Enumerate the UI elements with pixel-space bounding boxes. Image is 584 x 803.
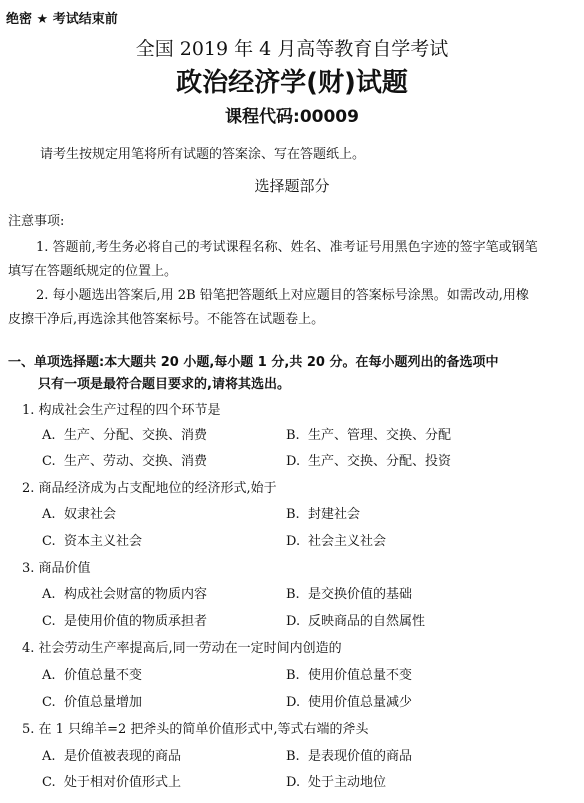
option-b bbox=[286, 664, 412, 683]
option-c bbox=[42, 610, 207, 629]
option-b bbox=[286, 424, 451, 443]
option-text: 生产、管理、交换、分配 bbox=[308, 428, 452, 443]
option-letter: A. bbox=[42, 668, 56, 683]
exam-title: 全国 2019 年 4 月高等教育自学考试 bbox=[135, 38, 449, 60]
option-text: 使用价值总量减少 bbox=[308, 695, 413, 710]
option-letter: A. bbox=[42, 587, 56, 602]
option-a bbox=[42, 583, 207, 602]
note-line-2: 填写在答题纸规定的位置上。 bbox=[8, 264, 178, 279]
option-d bbox=[286, 530, 386, 549]
answer-instruction: 请考生按规定用笔将所有试题的答案涂、写在答题纸上。 bbox=[40, 147, 366, 162]
subject-title: 政治经济学(财)试题 bbox=[176, 68, 408, 98]
option-text: 封建社会 bbox=[308, 507, 361, 522]
question-stem: 3. 商品价值 bbox=[22, 561, 91, 576]
part-one-heading-cont: 只有一项是最符合题目要求的,请将其选出。 bbox=[38, 377, 290, 392]
option-d bbox=[286, 691, 412, 710]
option-a bbox=[42, 503, 116, 522]
option-letter: C. bbox=[42, 695, 56, 710]
question-stem: 2. 商品经济成为占支配地位的经济形式,始于 bbox=[22, 481, 277, 496]
option-text: 是表现价值的商品 bbox=[308, 749, 413, 764]
option-letter: C. bbox=[42, 454, 56, 469]
option-d bbox=[286, 771, 386, 790]
option-letter: D. bbox=[286, 454, 301, 469]
option-text: 奴隶社会 bbox=[64, 507, 117, 522]
option-a bbox=[42, 745, 181, 764]
option-letter: B. bbox=[286, 587, 300, 602]
option-letter: A. bbox=[42, 428, 56, 443]
question-stem: 5. 在 1 只绵羊=2 把斧头的简单价值形式中,等式右端的斧头 bbox=[22, 722, 369, 737]
note-line-3: 2. 每小题选出答案后,用 2B 铅笔把答题纸上对应题目的答案标号涂黑。如需改动,用橡 bbox=[36, 288, 529, 303]
option-b bbox=[286, 745, 412, 764]
option-letter: C. bbox=[42, 775, 56, 790]
confidential-label: 绝密 ★ 考试结束前 bbox=[6, 12, 118, 27]
option-text: 资本主义社会 bbox=[64, 534, 143, 549]
option-letter: D. bbox=[286, 534, 301, 549]
option-text: 价值总量增加 bbox=[64, 695, 143, 710]
section-title: 选择题部分 bbox=[254, 177, 330, 195]
option-text: 生产、交换、分配、投资 bbox=[308, 454, 452, 469]
option-text: 生产、分配、交换、消费 bbox=[64, 428, 208, 443]
option-text: 处于相对价值形式上 bbox=[64, 775, 182, 790]
option-letter: D. bbox=[286, 695, 301, 710]
option-text: 反映商品的自然属性 bbox=[308, 614, 426, 629]
option-b bbox=[286, 503, 360, 522]
notes-title: 注意事项: bbox=[8, 214, 65, 229]
option-a bbox=[42, 424, 207, 443]
option-letter: A. bbox=[42, 507, 56, 522]
option-letter: B. bbox=[286, 428, 300, 443]
option-text: 是交换价值的基础 bbox=[308, 587, 413, 602]
option-letter: D. bbox=[286, 775, 301, 790]
option-d bbox=[286, 610, 425, 629]
option-letter: A. bbox=[42, 749, 56, 764]
option-d bbox=[286, 450, 451, 469]
option-letter: C. bbox=[42, 534, 56, 549]
option-letter: B. bbox=[286, 507, 300, 522]
option-text: 社会主义社会 bbox=[308, 534, 387, 549]
option-text: 是使用价值的物质承担者 bbox=[64, 614, 208, 629]
option-text: 生产、劳动、交换、消费 bbox=[64, 454, 208, 469]
option-a bbox=[42, 664, 142, 683]
option-letter: B. bbox=[286, 749, 300, 764]
part-one-heading: 一、单项选择题:本大题共 20 小题,每小题 1 分,共 20 分。在每小题列出的备选项中 bbox=[8, 355, 499, 370]
option-c bbox=[42, 771, 181, 790]
option-letter: C. bbox=[42, 614, 56, 629]
option-text: 使用价值总量不变 bbox=[308, 668, 413, 683]
option-text: 是价值被表现的商品 bbox=[64, 749, 182, 764]
option-c bbox=[42, 530, 142, 549]
option-c bbox=[42, 691, 142, 710]
option-b bbox=[286, 583, 412, 602]
option-letter: D. bbox=[286, 614, 301, 629]
note-line-4: 皮擦干净后,再选涂其他答案标号。不能答在试题卷上。 bbox=[8, 312, 325, 327]
option-text: 价值总量不变 bbox=[64, 668, 143, 683]
option-c bbox=[42, 450, 207, 469]
option-letter: B. bbox=[286, 668, 300, 683]
note-line-1: 1. 答题前,考生务必将自己的考试课程名称、姓名、准考证号用黑色字迹的签字笔或钢笔 bbox=[36, 240, 538, 255]
question-stem: 4. 社会劳动生产率提高后,同一劳动在一定时间内创造的 bbox=[22, 641, 342, 656]
option-text: 构成社会财富的物质内容 bbox=[64, 587, 208, 602]
question-stem: 1. 构成社会生产过程的四个环节是 bbox=[22, 403, 221, 418]
option-text: 处于主动地位 bbox=[308, 775, 387, 790]
course-code: 课程代码:00009 bbox=[225, 107, 359, 127]
